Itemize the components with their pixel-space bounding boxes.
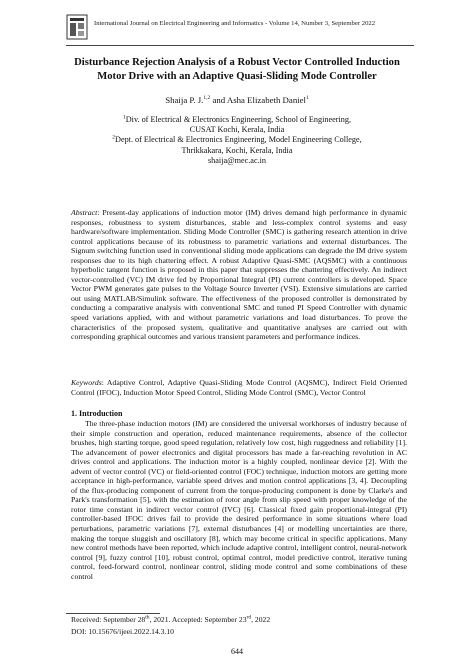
header-divider [66, 45, 414, 46]
affiliations [60, 115, 414, 166]
affil-1-marker: 1 [123, 114, 126, 121]
abstract [71, 208, 407, 342]
section-heading-introduction: 1. Introduction [71, 409, 123, 418]
doi-line[interactable]: DOI: 10.15676/ijeei.2022.14.3.10 [71, 627, 174, 636]
page-number: 644 [231, 647, 243, 656]
accepted-date: , 2021. Accepted: September 23 [149, 615, 247, 624]
keywords-label: Keywords [71, 378, 102, 387]
author-2: and Asha Elizabeth Daniel [210, 95, 307, 105]
author-1-affil-marker: 1,2 [203, 95, 211, 102]
affil-1-line-1: Div. of Electrical & Electronics Engineering, School of Engineering, [125, 115, 351, 124]
abstract-text: : Present-day applications of induction motor (IM) drives demand high performance in dynamic responses, robustness to system disturbances, stable and less-complex control systems and easy hardware/software implementation. Sliding Mode Controller (SMC) is gathering research attention in drive control applications because of its robustness to parametric variations and external disturbances. The Signum switching function used in conventional sliding mode applications can degrade the IM drive system responses due to its high chattering effect. A robust Adaptive Quasi-SMC (AQSMC) with a continuous hyperbolic tangent function is proposed in this paper that suppresses the chattering effectively. An indirect vector-controlled (VC) IM drive fed by Proportional Integral (PI) current controllers is developed. Space Vector PWM generates gate pulses to the Voltage Source Inverter (VSI). Extensive simulations are carried out using MATLAB/Simulink software. The effectiveness of the proposed controller is demonstrated by conducting a comparative analysis with conventional SMC and tuned PI Speed Controller with dynamic speed variations applied, with and without parametric variations and load disturbances. To prove the characteristics of the proposed system, qualitative and quantitative analyses are carried out with corresponding graphical outcomes and various transient parameters and performance indices. [71, 208, 407, 342]
keywords [71, 378, 407, 397]
title-line-2: Motor Drive with an Adaptive Quasi-Sliding Mode Controller [97, 70, 377, 82]
introduction-paragraph [71, 419, 407, 581]
received-date: Received: September 28 [71, 615, 146, 624]
author-2-affil-marker: 1 [306, 95, 309, 102]
journal-header [66, 14, 416, 44]
journal-logo-icon [66, 14, 88, 40]
accepted-ordinal: rd [246, 614, 252, 621]
received-ordinal: th [145, 614, 150, 621]
keywords-text: : Adaptive Control, Adaptive Quasi-Sliding Mode Control (AQSMC), Indirect Field Oriented Control (IFOC), Induction Motor Speed Control, Sliding Mode Control (SMC), Vector Control [71, 378, 407, 397]
abstract-label: Abstract [71, 208, 98, 217]
author-1: Shaija P. J. [165, 95, 204, 105]
affil-1-line-2: CUSAT Kochi, Kerala, India [189, 125, 285, 135]
title-line-1: Disturbance Rejection Analysis of a Robust Vector Controlled Induction [74, 57, 400, 68]
accepted-year: , 2022 [251, 615, 271, 624]
affil-2-line-2: Thrikkakara, Kochi, Kerala, India [181, 145, 293, 155]
journal-title-line: International Journal on Electrical Engineering and Informatics - Volume 14, Number 3, September 2022 [94, 20, 376, 27]
affil-2-marker: 2 [112, 134, 116, 141]
affil-2-line-1: Dept. of Electrical & Electronics Engineering, Model Engineering College, [115, 135, 362, 145]
paper-title [60, 56, 414, 83]
received-accepted-line [71, 615, 270, 624]
introduction-text: The three-phase induction motors (IM) are considered the universal workhorses of industry because of their simple construction and operation, reduced maintenance requirements, absence of the collector brushes, high starting torque, good speed regulation, relatively low cost, high ruggedness and reliability [1]. The advancement of power electronics and digital processors has made a far-reaching revolution in AC drives control and applications. The induction motor is a highly coupled, nonlinear device [2]. With the advent of vector control (VC) or field-oriented control (FOC) technique, induction motors are getting more acceptance in high-performance, variable speed drives and motion control applications [3, 4]. Decoupling of the flux-producing component of current from the torque-producing component is done by Clarke's and Park's transformation [5], with the estimation of rotor angle from slip speed with proper knowledge of the rotor time constant in indirect vector control (IVC) [6]. Classical fixed gain proportional-integral (PI) controller-based IFOC drives fail to provide the desired performance in some situations where load perturbations, parametric variations [7], external disturbances [4] or modelling uncertainties are there, making the torque sluggish and oscillatory [8], which may become critical in specific applications. Many new control methods have been reported, which include adaptive control, intelligent control, neural-network control [9], fuzzy control [10], robust control, optimal control, model predictive control, iterative tuning control, feed-forward control, nonlinear control, sliding mode control and some combinations of these control [71, 419, 407, 581]
author-line [60, 95, 414, 105]
author-email[interactable]: shaija@mec.ac.in [207, 155, 266, 165]
